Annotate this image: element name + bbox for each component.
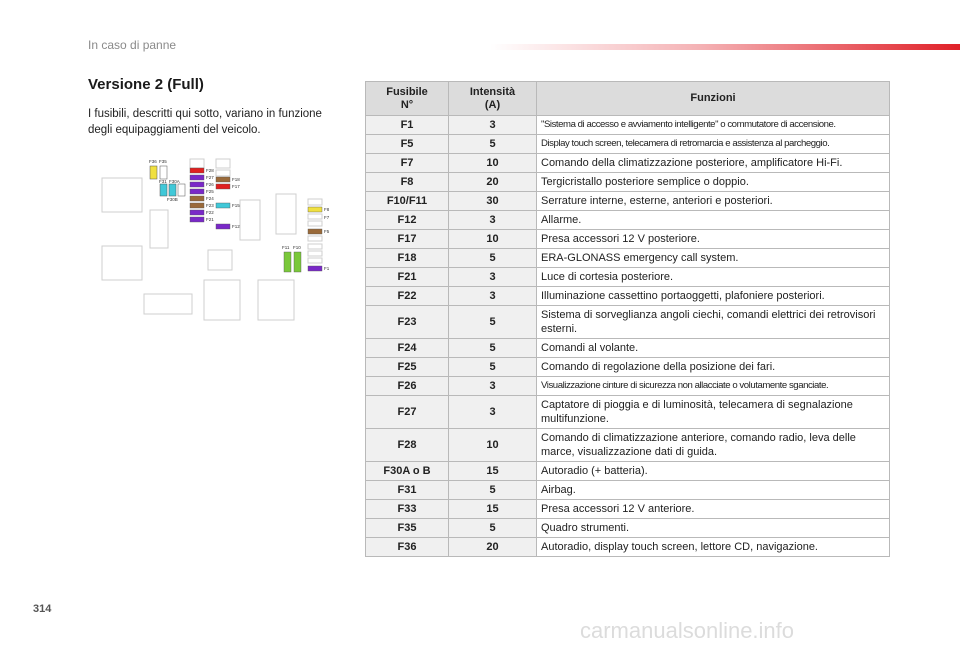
page-number: 314 (33, 603, 52, 615)
fuse-cell: F17 (366, 230, 449, 249)
amperage-cell: 5 (449, 481, 537, 500)
amperage-cell: 30 (449, 192, 537, 211)
fuse-cell: F31 (366, 481, 449, 500)
diagram-label: F17 (232, 184, 240, 189)
amperage-cell: 3 (449, 396, 537, 429)
function-cell: Comando di regolazione della posizione dei fari. (537, 358, 890, 377)
table-row (366, 377, 890, 396)
diagram-label: F5 (324, 229, 330, 234)
amperage-cell: 15 (449, 500, 537, 519)
fuse-f28 (190, 168, 204, 173)
diagram-slot (308, 244, 322, 249)
diagram-slot (308, 251, 322, 256)
amperage-cell: 5 (449, 358, 537, 377)
amperage-cell: 20 (449, 173, 537, 192)
table-row (366, 306, 890, 339)
fuse-cell: F25 (366, 358, 449, 377)
diagram-slot (308, 199, 322, 205)
amperage-cell: 20 (449, 538, 537, 557)
function-cell: Quadro strumenti. (537, 519, 890, 538)
fuse-cell: F7 (366, 154, 449, 173)
amperage-cell: 3 (449, 377, 537, 396)
amperage-cell: 5 (449, 135, 537, 154)
fuse-f24 (190, 196, 204, 201)
fuse-table (365, 81, 890, 557)
fuse-f30a (169, 184, 176, 196)
diagram-label: F15 (232, 203, 240, 208)
amperage-cell: 5 (449, 339, 537, 358)
fuse-cell: F21 (366, 268, 449, 287)
fuse-cell: F5 (366, 135, 449, 154)
intro-text: I fusibili, descritti qui sotto, variano in funzione degli equipaggiamenti del veicolo. (88, 108, 322, 136)
fuse-box-diagram (98, 156, 338, 326)
function-cell: Serrature interne, esterne, anteriori e posteriori. (537, 192, 890, 211)
table-row (366, 268, 890, 287)
fuse-f23 (190, 203, 204, 208)
function-cell: Comandi al volante. (537, 339, 890, 358)
diagram-label: F27 (206, 175, 214, 180)
amperage-cell: 3 (449, 268, 537, 287)
diagram-relay-block (102, 246, 142, 280)
fuse-f10 (294, 252, 301, 272)
function-cell: Captatore di pioggia e di luminosità, telecamera di segnalazione multifunzione. (537, 396, 890, 429)
diagram-relay-block (276, 194, 296, 234)
diagram-label: F7 (324, 215, 330, 220)
table-header-row (366, 82, 890, 116)
table-row (366, 500, 890, 519)
column-header-amperage: Intensità (A) (449, 82, 537, 116)
function-cell: Sistema di sorveglianza angoli ciechi, comandi elettrici dei retrovisori esterni. (537, 306, 890, 339)
diagram-slot (190, 159, 204, 168)
function-cell: Presa accessori 12 V anteriore. (537, 500, 890, 519)
diagram-label: F10 (293, 245, 301, 250)
diagram-slot (216, 170, 230, 176)
diagram-label: F8 (324, 207, 330, 212)
fuse-cell: F35 (366, 519, 449, 538)
fuse-cell: F28 (366, 429, 449, 462)
function-cell: Luce di cortesia posteriore. (537, 268, 890, 287)
table-row (366, 116, 890, 135)
fuse-cell: F30A o B (366, 462, 449, 481)
header-title: In caso di panne (88, 38, 177, 52)
fuse-cell: F8 (366, 173, 449, 192)
diagram-relay-block (208, 250, 232, 270)
column-header-fuse: Fusibile N° (366, 82, 449, 116)
fuse-f26 (190, 182, 204, 187)
diagram-slot (216, 159, 230, 168)
amperage-cell: 15 (449, 462, 537, 481)
fuse-f31 (160, 184, 167, 196)
function-cell: Allarme. (537, 211, 890, 230)
fuse-cell: F36 (366, 538, 449, 557)
fuse-cell: F27 (366, 396, 449, 429)
function-cell: Autoradio (+ batteria). (537, 462, 890, 481)
diagram-label: F23 (206, 203, 214, 208)
diagram-label: F31 (159, 179, 167, 184)
fuse-f5 (308, 229, 322, 234)
fuse-box-svg (98, 156, 338, 326)
fuse-f30b (178, 184, 185, 196)
fuse-cell: F24 (366, 339, 449, 358)
table-row (366, 429, 890, 462)
diagram-label: F28 (206, 168, 214, 173)
column-header-functions: Funzioni (537, 82, 890, 116)
header-accent-bar (490, 44, 960, 50)
table-row (366, 154, 890, 173)
diagram-slot (308, 221, 322, 226)
fuse-f36 (150, 166, 157, 179)
function-cell: ERA-GLONASS emergency call system. (537, 249, 890, 268)
function-cell: Display touch screen, telecamera di retromarcia e assistenza al parcheggio. (537, 135, 890, 154)
fuse-cell: F33 (366, 500, 449, 519)
table-row (366, 230, 890, 249)
fuse-cell: F22 (366, 287, 449, 306)
amperage-cell: 10 (449, 154, 537, 173)
diagram-label: F1 (324, 266, 330, 271)
diagram-label: F30A (169, 179, 180, 184)
diagram-relay-block (258, 280, 294, 320)
fuse-f18 (216, 177, 230, 182)
diagram-label: F22 (206, 210, 214, 215)
diagram-label: F26 (206, 182, 214, 187)
amperage-cell: 3 (449, 211, 537, 230)
diagram-label: F36 (149, 159, 157, 164)
table-row (366, 135, 890, 154)
diagram-relay-block (204, 280, 240, 320)
amperage-cell: 10 (449, 230, 537, 249)
fuse-f25 (190, 189, 204, 194)
diagram-label: F24 (206, 196, 214, 201)
table-row (366, 358, 890, 377)
function-cell: "Sistema di accesso e avviamento intelligente" o commutatore di accensione. (537, 116, 890, 135)
section-title: Versione 2 (Full) (88, 76, 204, 93)
fuse-cell: F18 (366, 249, 449, 268)
amperage-cell: 3 (449, 116, 537, 135)
diagram-relay-block (144, 294, 192, 314)
diagram-label: F11 (282, 245, 290, 250)
amperage-cell: 3 (449, 287, 537, 306)
fuse-f27 (190, 175, 204, 180)
diagram-label: F21 (206, 217, 214, 222)
fuse-f8 (308, 207, 322, 212)
amperage-cell: 5 (449, 249, 537, 268)
table-row (366, 287, 890, 306)
table-row (366, 519, 890, 538)
fuse-cell: F10/F11 (366, 192, 449, 211)
fuse-f11 (284, 252, 291, 272)
fuse-f1 (308, 266, 322, 271)
amperage-cell: 5 (449, 306, 537, 339)
table-row (366, 462, 890, 481)
table-row (366, 339, 890, 358)
diagram-relay-block (240, 200, 260, 240)
diagram-relay-block (150, 210, 168, 248)
amperage-cell: 10 (449, 429, 537, 462)
fuse-cell: F23 (366, 306, 449, 339)
fuse-f15 (216, 203, 230, 208)
diagram-label: F12 (232, 224, 240, 229)
table-row (366, 173, 890, 192)
fuse-cell: F12 (366, 211, 449, 230)
function-cell: Illuminazione cassettino portaoggetti, plafoniere posteriori. (537, 287, 890, 306)
function-cell: Tergicristallo posteriore semplice o doppio. (537, 173, 890, 192)
function-cell: Airbag. (537, 481, 890, 500)
function-cell: Presa accessori 12 V posteriore. (537, 230, 890, 249)
diagram-slot (308, 258, 322, 263)
fuse-f12 (216, 224, 230, 229)
diagram-label: F35 (159, 159, 167, 164)
diagram-slot (308, 236, 322, 241)
fuse-f17 (216, 184, 230, 189)
function-cell: Comando della climatizzazione posteriore, amplificatore Hi-Fi. (537, 154, 890, 173)
table-row (366, 538, 890, 557)
diagram-relay-block (102, 178, 142, 212)
watermark: carmanualsonline.info (580, 618, 795, 643)
fuse-f21 (190, 217, 204, 222)
fuse-cell: F1 (366, 116, 449, 135)
function-cell: Autoradio, display touch screen, lettore CD, navigazione. (537, 538, 890, 557)
diagram-slot (308, 214, 322, 219)
diagram-label: F25 (206, 189, 214, 194)
fuse-cell: F26 (366, 377, 449, 396)
table-row (366, 192, 890, 211)
amperage-cell: 5 (449, 519, 537, 538)
table-row (366, 481, 890, 500)
table-row (366, 396, 890, 429)
diagram-label: F30B (167, 197, 178, 202)
fuse-f35 (160, 166, 167, 179)
function-cell: Comando di climatizzazione anteriore, comando radio, leva delle marce, visualizzazione dati di guida. (537, 429, 890, 462)
table-row (366, 249, 890, 268)
function-cell: Visualizzazione cinture di sicurezza non allacciate o volutamente sganciate. (537, 377, 890, 396)
table-row (366, 211, 890, 230)
fuse-f22 (190, 210, 204, 215)
diagram-label: F18 (232, 177, 240, 182)
